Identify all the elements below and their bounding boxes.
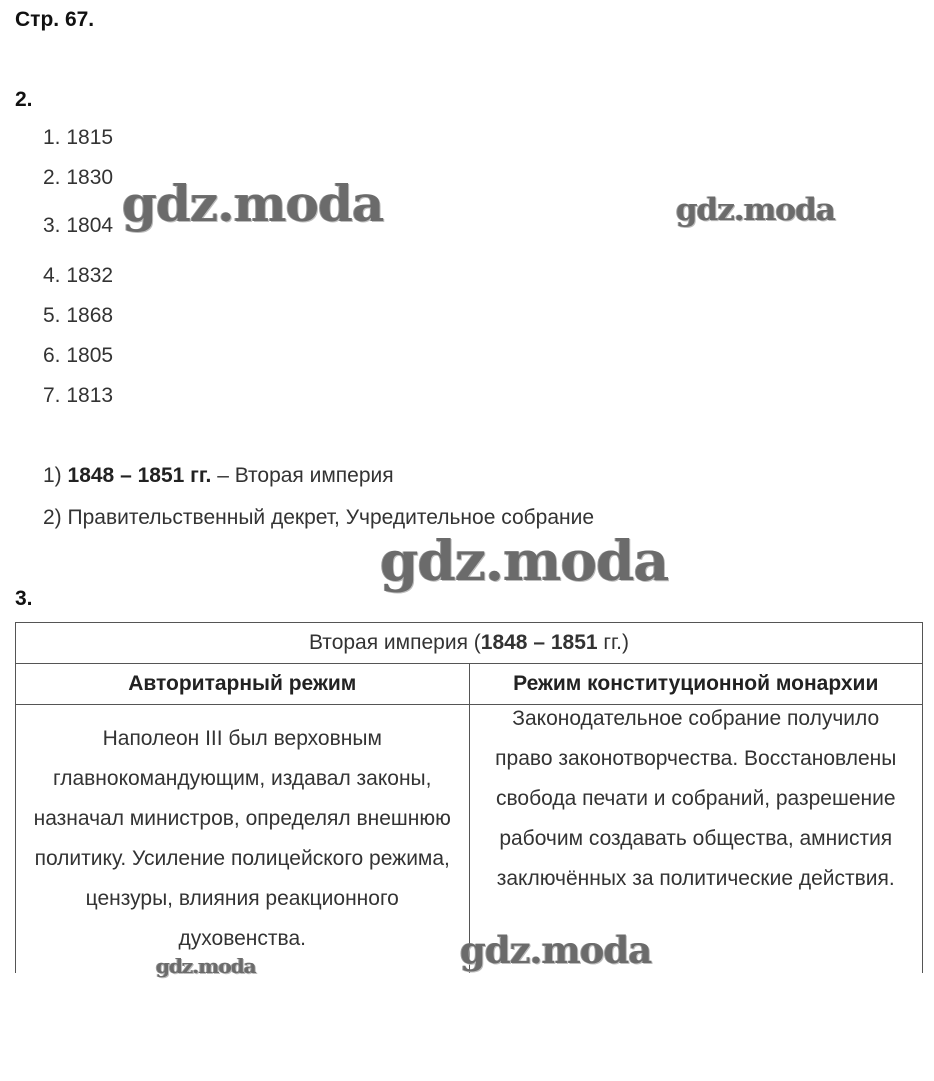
column-header-constitutional: Режим конституционной монархии (469, 664, 923, 705)
watermark-logo: gdz.moda (380, 528, 669, 593)
page-title: Стр. 67. (15, 8, 95, 31)
authoritarian-text: Наполеон III был верховным главнокомандующим, издавал законы, назначал министров, определял внешнюю политику. Усиление полицейского режима, цензуры, влияния реакционного духовенства. (33, 727, 451, 950)
regime-table (15, 622, 923, 973)
date-list-item: 4. 1832 (43, 264, 114, 287)
date-list-item: 5. 1868 (43, 304, 114, 327)
table-title-suffix: гг.) (597, 631, 629, 654)
constitutional-text: Законодательное собрание получило право законотворчества. Восстановлены свобода печати и собраний, разрешение рабочим создавать общества, амнистия заключённых за политические действия. (495, 707, 897, 890)
answer-2: 2) Правительственный декрет, Учредительное собрание (43, 506, 595, 529)
date-list-item: 6. 1805 (43, 344, 114, 367)
table-title-prefix: Вторая империя ( (309, 631, 481, 654)
answer-1-dates: 1848 – 1851 гг. (67, 464, 212, 487)
task-2-number: 2. (15, 88, 33, 111)
watermark-logo: gdz.moda (156, 954, 256, 978)
answer-1-rest: – Вторая империя (211, 464, 394, 487)
date-list-item: 2. 1830 (43, 166, 114, 189)
date-list-item: 7. 1813 (43, 384, 114, 407)
table-title-row (16, 623, 923, 664)
date-list-item: 3. 1804 (43, 214, 114, 237)
table-row (16, 705, 923, 974)
answer-1-prefix: 1) (43, 464, 68, 487)
date-list-item: 1. 1815 (43, 126, 114, 149)
answer-1 (43, 464, 394, 488)
cell-constitutional (469, 705, 923, 974)
watermark-logo: gdz.moda (122, 174, 384, 233)
table-title (16, 623, 923, 664)
watermark-logo: gdz.moda (460, 928, 652, 972)
task-3-number: 3. (15, 587, 33, 610)
cell-authoritarian (16, 705, 470, 974)
column-header-authoritarian: Авторитарный режим (16, 664, 470, 705)
watermark-logo: gdz.moda (676, 192, 835, 228)
table-title-dates: 1848 – 1851 (480, 631, 598, 654)
